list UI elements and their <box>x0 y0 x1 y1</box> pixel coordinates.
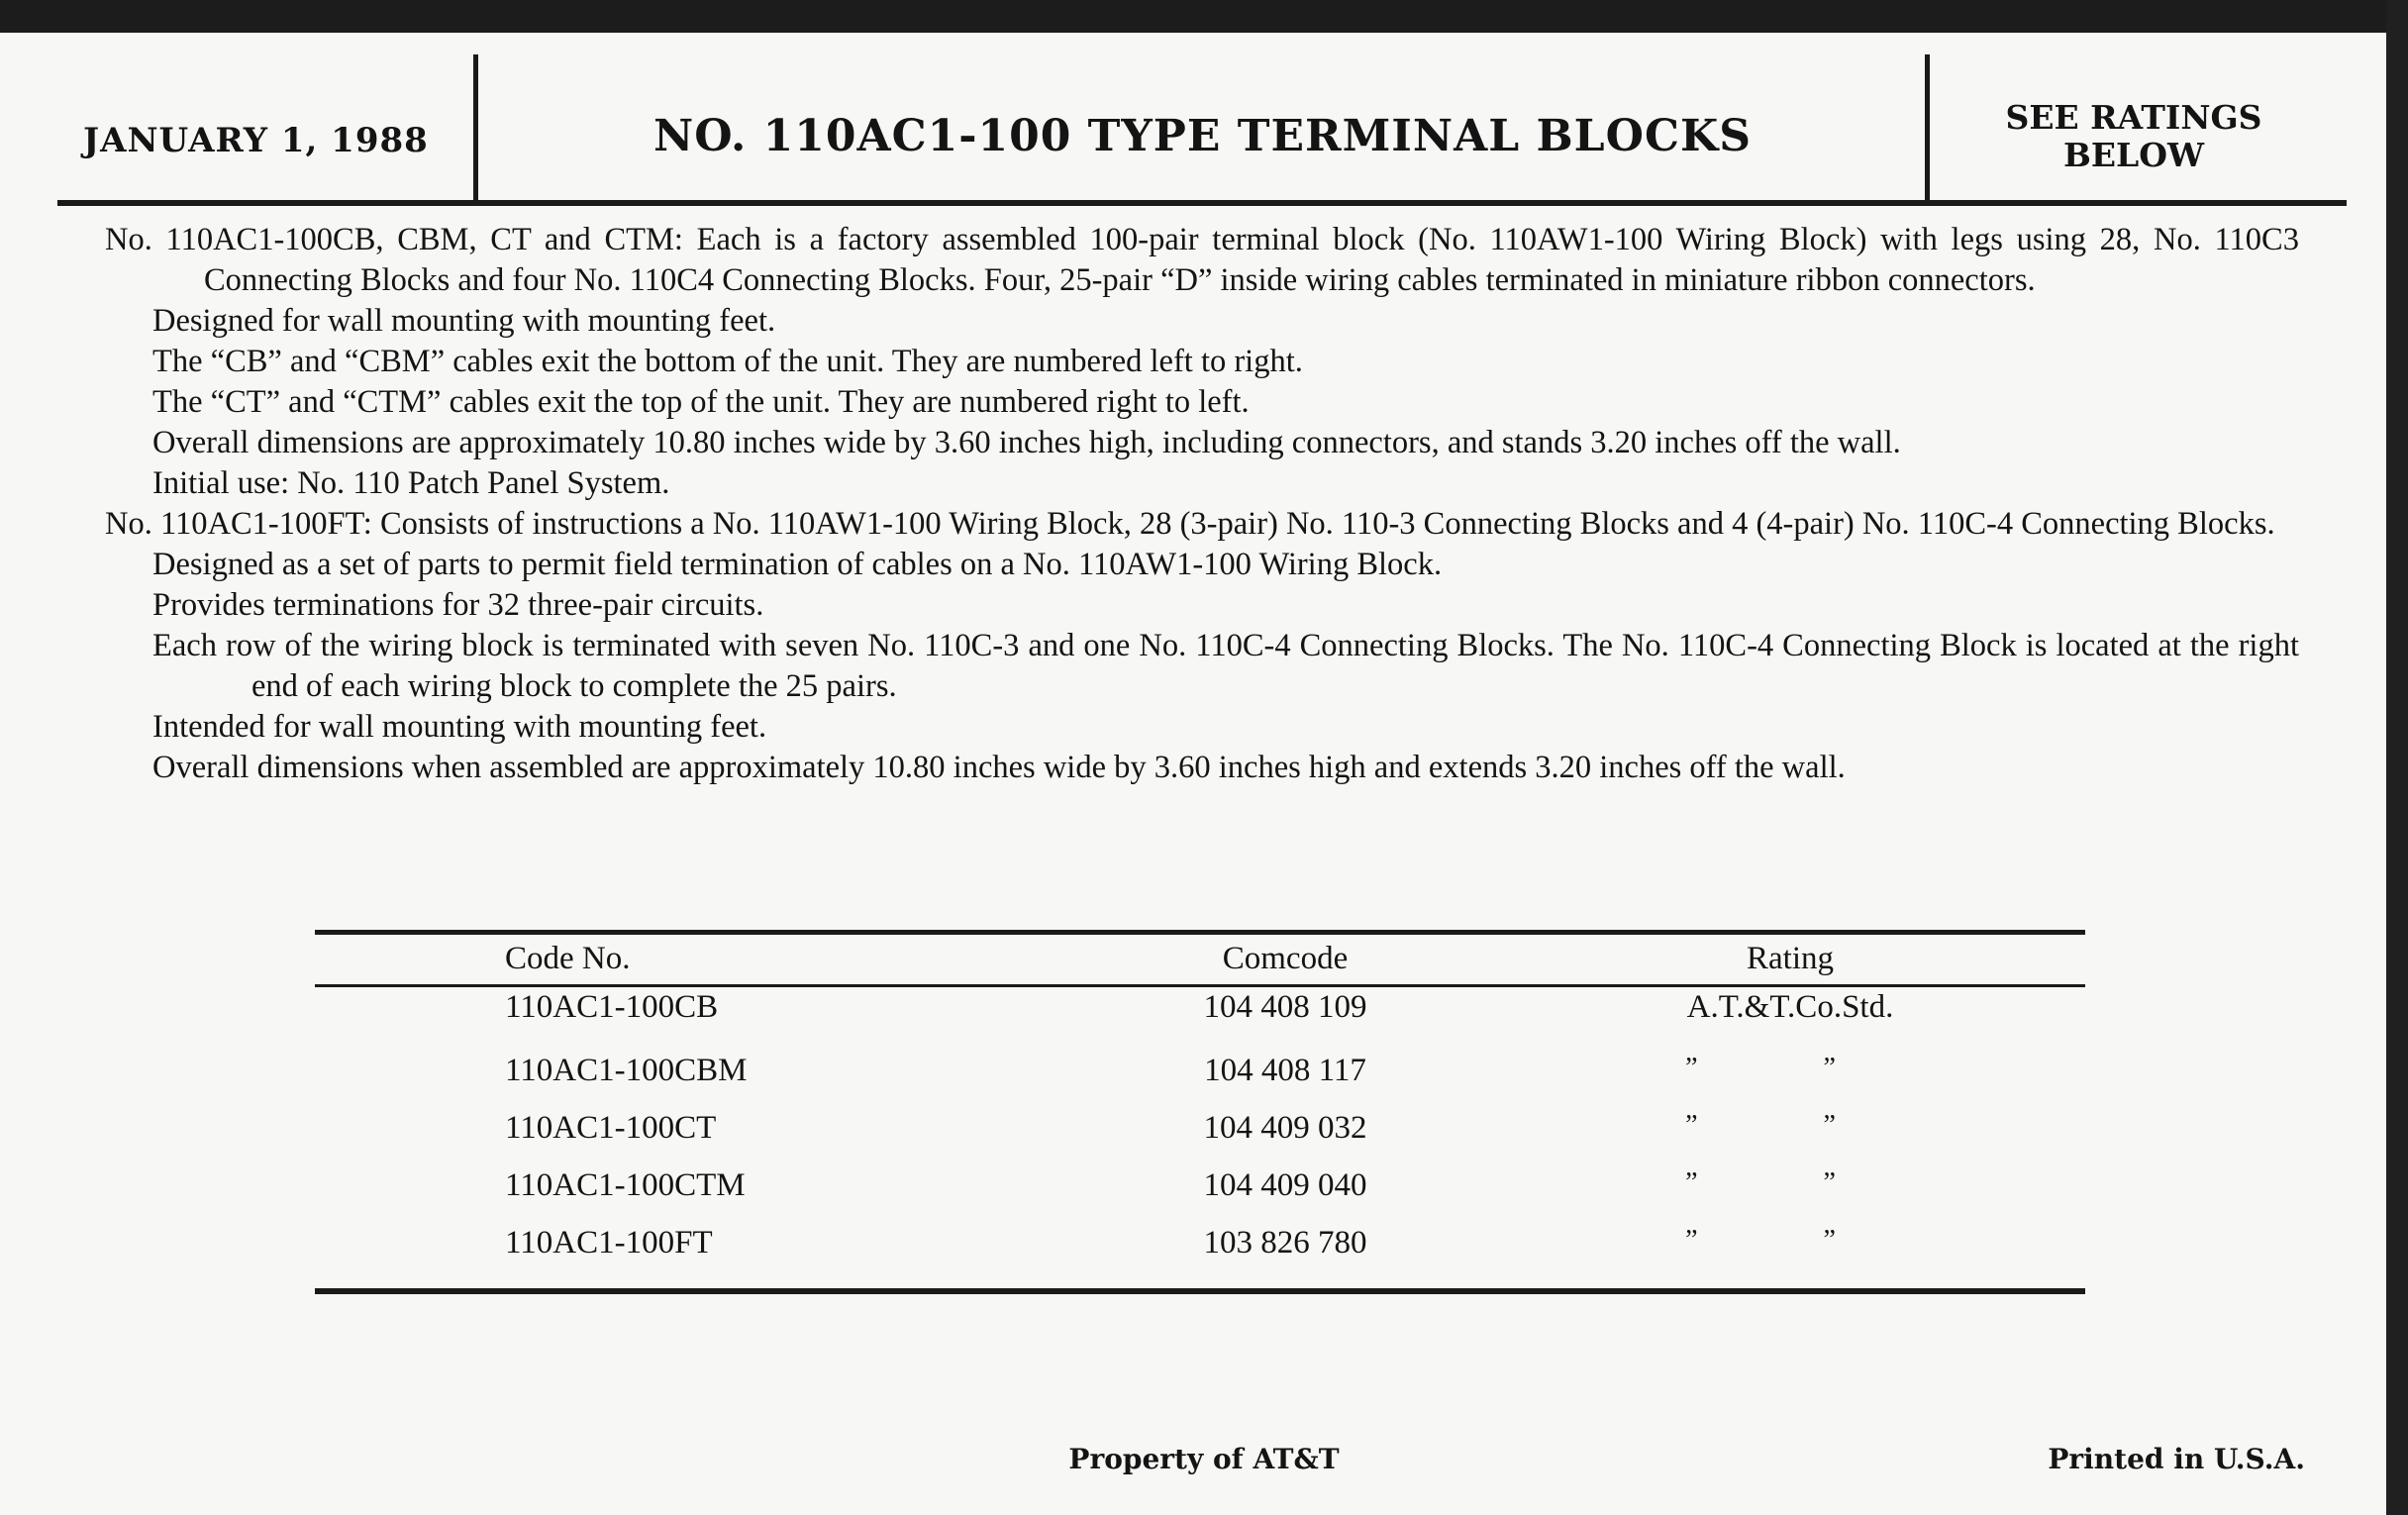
scan-border <box>2386 0 2408 1515</box>
code-cell: 110AC1-100CBM <box>505 1053 748 1088</box>
note: Designed for wall mounting with mounting feet. <box>152 303 776 339</box>
paragraph-cb-cbm-ct-ctm: No. 110AC1-100CB, CBM, CT and CTM: Each is a factory assembled 100-pair terminal block (No. 110AW1-100 Wiring Block) with legs using 28, No. 110C3 Connecting Blocks and four No. 110C4 Connecting Blocks. Four, 25-pair “D” inside wiring cables terminated in miniature ribbon connectors. <box>105 222 2299 298</box>
comcode-cell: 104 408 109 <box>1203 989 1367 1025</box>
note: Provides terminations for 32 three-pair circuits. <box>152 587 764 623</box>
ratings-table <box>315 930 2085 1294</box>
table-row <box>315 1217 2085 1274</box>
column-header-rating: Rating <box>1747 941 1834 976</box>
header-date: JANUARY 1, 1988 <box>83 121 429 160</box>
note: Initial use: No. 110 Patch Panel System. <box>152 465 670 501</box>
footer-property: Property of AT&T <box>1068 1443 1340 1475</box>
note: Overall dimensions when assembled are approximately 10.80 inches wide by 3.60 inches high and extends 3.20 inches off the wall. <box>152 750 1846 785</box>
column-header-comcode: Comcode <box>1222 941 1349 976</box>
note: The “CB” and “CBM” cables exit the bottom of the unit. They are numbered left to right. <box>152 344 1303 379</box>
rating-ditto-cell: ” ” <box>1685 1053 1895 1083</box>
table-row <box>315 987 2085 1045</box>
code-cell: 110AC1-100CT <box>505 1110 717 1146</box>
note: Overall dimensions are approximately 10.80 inches wide by 3.60 inches high, including connectors, and stands 3.20 inches off the wall. <box>152 425 1901 460</box>
code-cell: 110AC1-100FT <box>505 1225 713 1261</box>
comcode-cell: 103 826 780 <box>1203 1225 1367 1261</box>
table-bottom-rule <box>315 1288 2085 1294</box>
ratings-line-2: BELOW <box>2062 136 2205 174</box>
note: The “CT” and “CTM” cables exit the top of the unit. They are numbered right to left. <box>152 384 1250 420</box>
comcode-cell: 104 408 117 <box>1204 1053 1366 1088</box>
table-row <box>315 1045 2085 1102</box>
ratings-line-1: SEE RATINGS <box>2005 98 2262 137</box>
table-row <box>315 1160 2085 1217</box>
table-header-row <box>315 935 2085 984</box>
description-body <box>105 220 2299 788</box>
note: Designed as a set of parts to permit field termination of cables on a No. 110AW1-100 Wiring Block. <box>152 547 1443 582</box>
footer-printed: Printed in U.S.A. <box>2048 1443 2305 1475</box>
page-title: NO. 110AC1-100 TYPE TERMINAL BLOCKS <box>653 111 1752 161</box>
comcode-cell: 104 409 032 <box>1203 1110 1367 1146</box>
rating-cell: A.T.&T.Co.Std. <box>1686 989 1894 1025</box>
code-cell: 110AC1-100CB <box>505 989 719 1025</box>
header-rule <box>57 200 2347 206</box>
rating-ditto-cell: ” ” <box>1685 1167 1895 1198</box>
table-row <box>315 1102 2085 1160</box>
comcode-cell: 104 409 040 <box>1203 1167 1367 1203</box>
code-cell: 110AC1-100CTM <box>505 1167 746 1203</box>
note: Intended for wall mounting with mounting feet. <box>152 709 767 745</box>
paragraph-ft: No. 110AC1-100FT: Consists of instructions a No. 110AW1-100 Wiring Block, 28 (3-pair) No. 110-3 Connecting Blocks and 4 (4-pair) No. 110C-4 Connecting Blocks. <box>105 506 2275 542</box>
rating-ditto-cell: ” ” <box>1685 1110 1895 1141</box>
rating-ditto-cell: ” ” <box>1685 1225 1895 1256</box>
column-header-code: Code No. <box>505 941 631 976</box>
header-ratings-note <box>1931 99 2337 174</box>
note: Each row of the wiring block is terminated with seven No. 110C-3 and one No. 110C-4 Connecting Blocks. The No. 110C-4 Connecting Block is located at the right end of each wiring block to complete the 25 pairs. <box>152 628 2299 704</box>
